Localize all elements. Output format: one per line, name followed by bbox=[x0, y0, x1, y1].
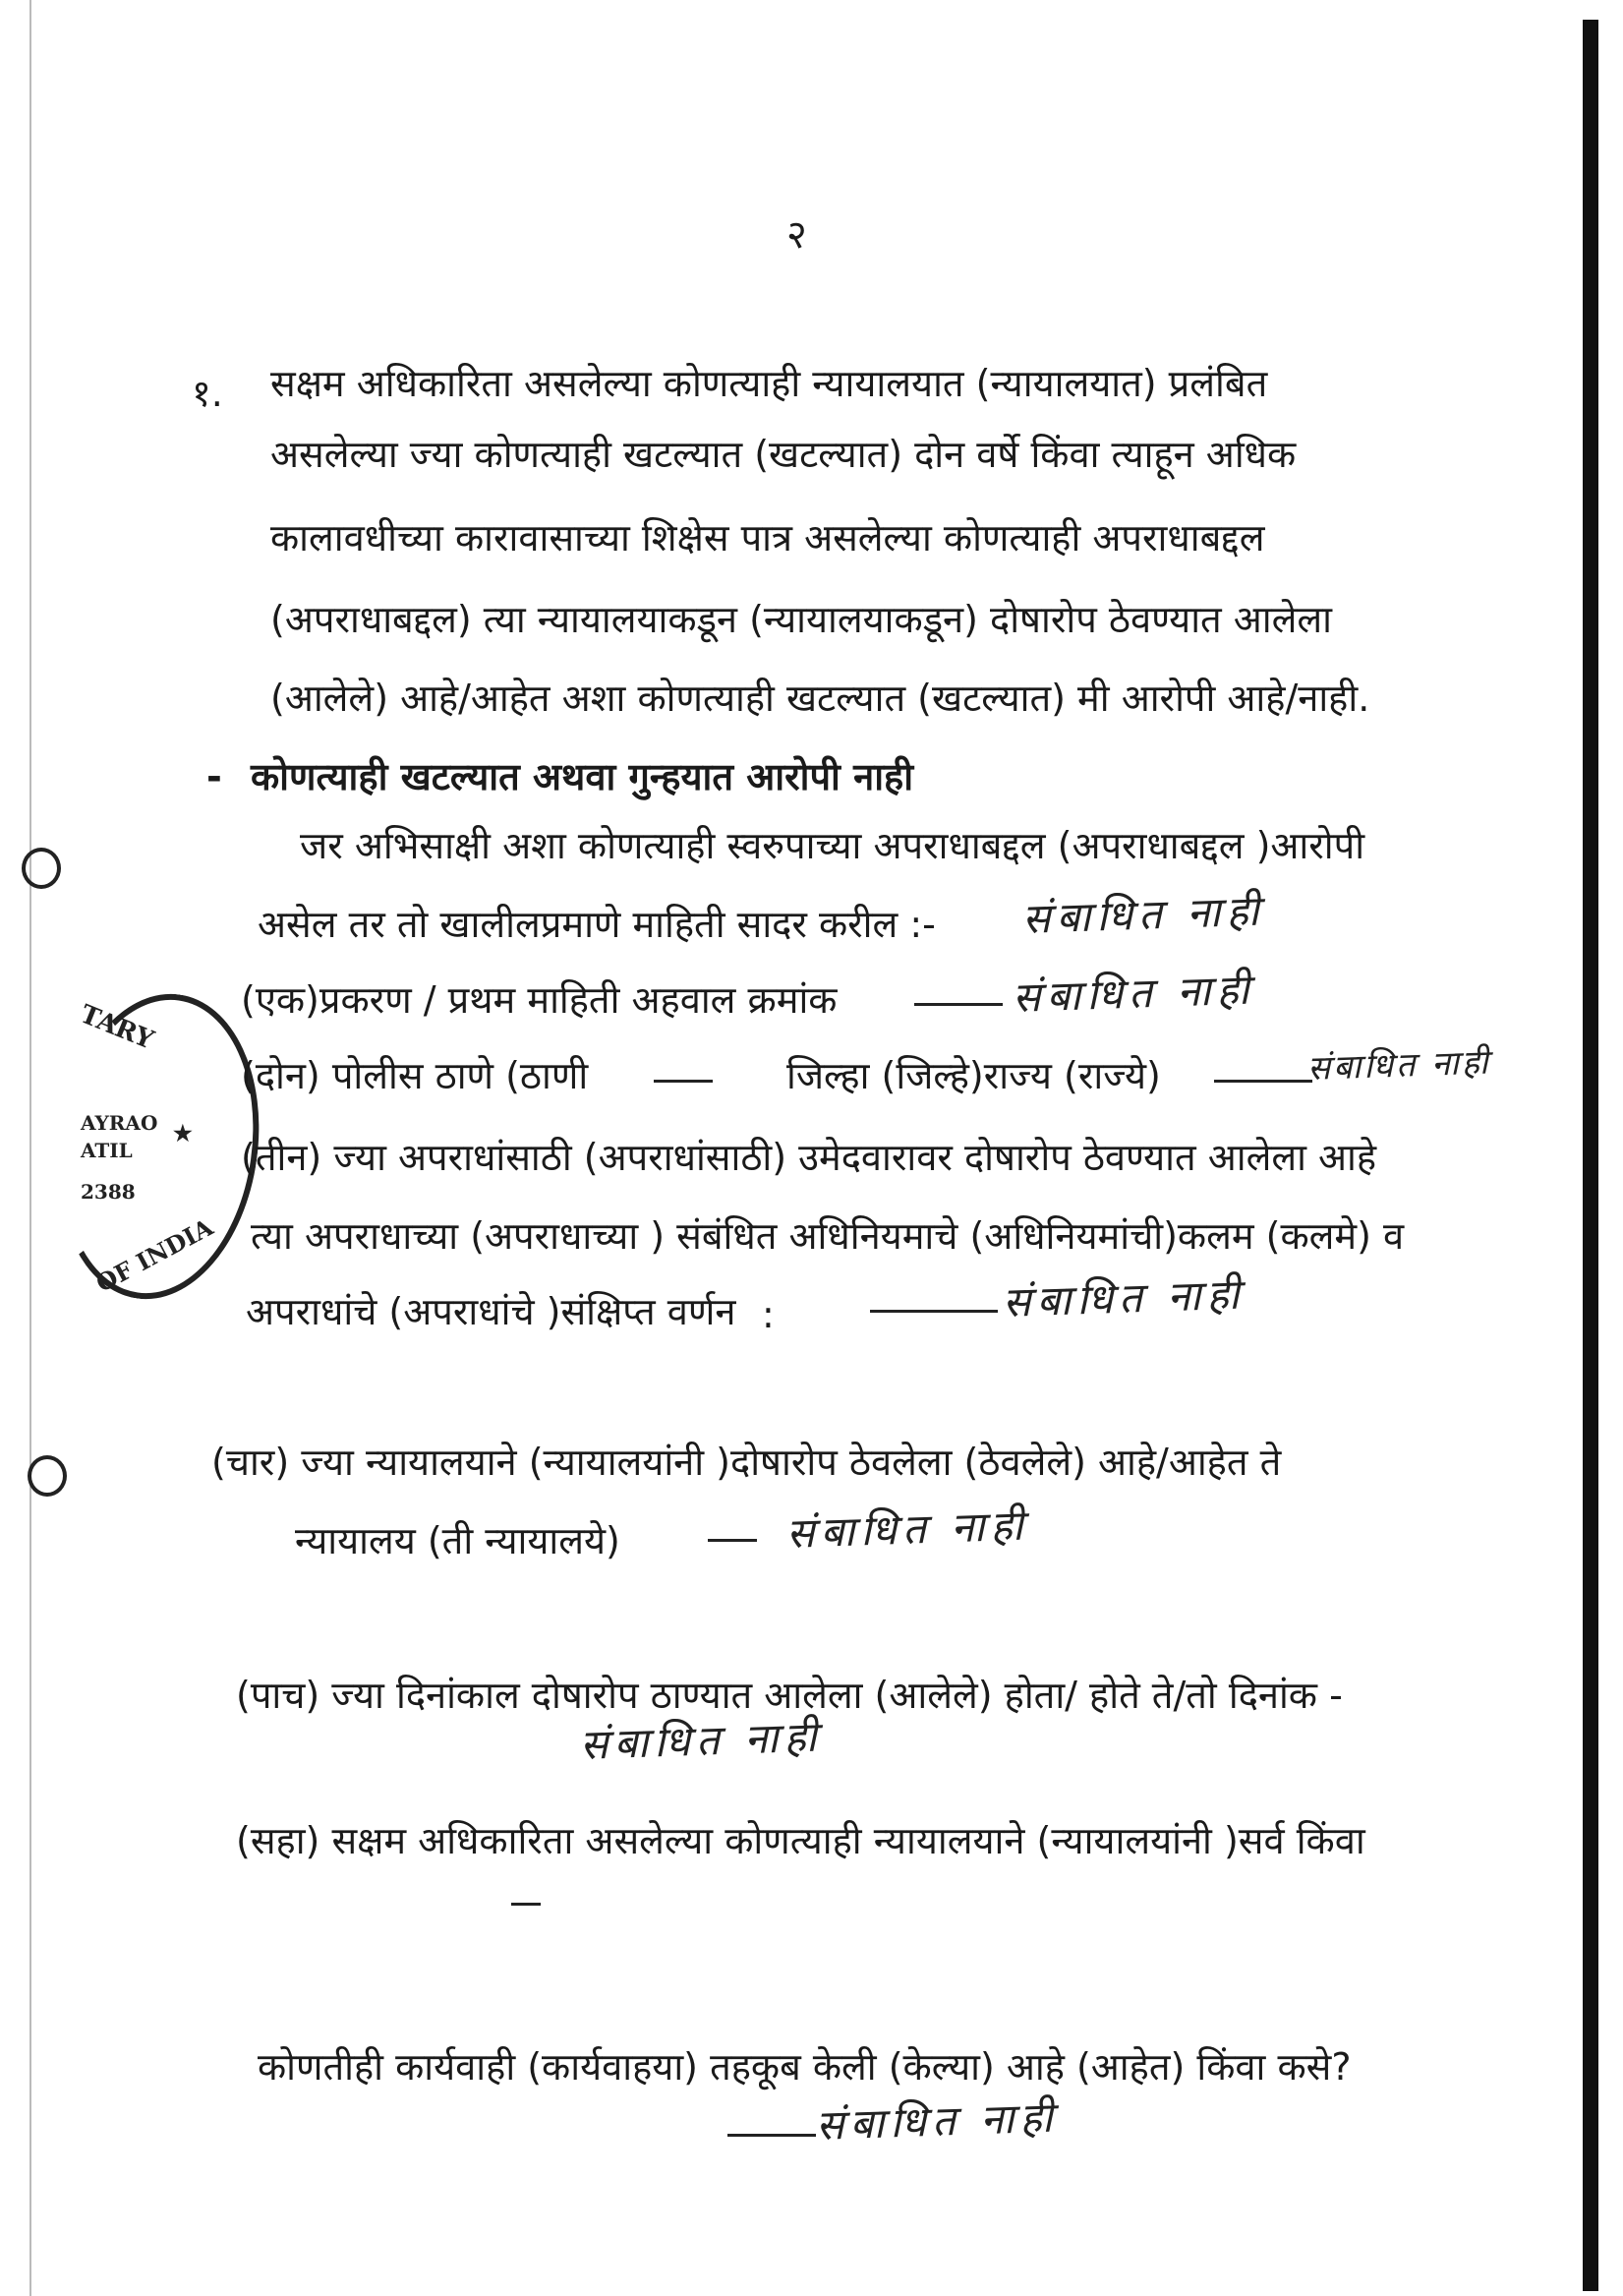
handwritten-answer-teen: संबाधित नाही bbox=[1002, 1269, 1246, 1326]
para1-line: (अपराधाबद्दल) त्या न्यायालयाकडून (न्यायालयाकडून) दोषारोप ठेवण्यात आलेला bbox=[270, 598, 1332, 641]
notary-stamp-line1: AYRAO bbox=[81, 1111, 158, 1135]
item-teen-line3: अपराधांचे (अपराधांचे )संक्षिप्त वर्णन bbox=[246, 1290, 736, 1333]
handwritten-answer-ek: संबाधित नाही bbox=[1012, 965, 1256, 1022]
item-don-police: (दोन) पोलीस ठाणे (ठाणी bbox=[241, 1054, 589, 1097]
handwritten-answer-intro: संबाधित नाही bbox=[1021, 886, 1266, 943]
answer-dash bbox=[708, 1539, 757, 1542]
intro-line2: असेल तर तो खालीलप्रमाणे माहिती सादर करील :- bbox=[258, 903, 936, 946]
page-left-edge bbox=[29, 0, 31, 2296]
handwritten-answer-char: संबाधित नाही bbox=[785, 1501, 1030, 1558]
para1-line: कालावधीच्या कारावासाच्या शिक्षेस पात्र असलेल्या कोणत्याही अपराधाबद्दल bbox=[270, 516, 1265, 559]
item-ek: (एक)प्रकरण / प्रथम माहिती अहवाल क्रमांक bbox=[241, 978, 838, 1022]
answer-dash bbox=[654, 1080, 713, 1083]
item-char-line2: न्यायालय (ती न्यायालये) bbox=[295, 1519, 620, 1562]
notary-stamp-bottom: OF INDIA bbox=[90, 1212, 218, 1298]
para1-line: सक्षम अधिकारिता असलेल्या कोणत्याही न्यायालयात (न्यायालयात) प्रलंबित bbox=[270, 362, 1268, 405]
intro-line1: जर अभिसाक्षी अशा कोणत्याही स्वरुपाच्या अपराधाबद्दल (अपराधाबद्दल )आरोपी bbox=[300, 824, 1365, 867]
handwritten-answer-final: संबाधित नाही bbox=[815, 2092, 1060, 2149]
notary-stamp-star: ★ bbox=[173, 1121, 193, 1147]
item-saha: (सहा) सक्षम अधिकारिता असलेल्या कोणत्याही न्यायालयाने (न्यायालयांनी )सर्व किंवा bbox=[236, 1819, 1365, 1862]
answer-dash bbox=[914, 1003, 1003, 1006]
para1-line: असलेल्या ज्या कोणत्याही खटल्यात (खटल्यात) दोन वर्षे किंवा त्याहून अधिक bbox=[270, 433, 1297, 476]
handwritten-answer-don: संबाधित नाही bbox=[1306, 1042, 1492, 1089]
item-teen-line1: (तीन) ज्या अपराधांसाठी (अपराधांसाठी) उमेदवारावर दोषारोप ठेवण्यात आलेला आहे bbox=[241, 1136, 1377, 1179]
item-final-question: कोणतीही कार्यवाही (कार्यवाहया) तहकूब केली (केल्या) आहे (आहेत) किंवा कसे? bbox=[258, 2045, 1352, 2089]
item-don-district: जिल्हा (जिल्हे)राज्य (राज्ये) bbox=[786, 1054, 1161, 1097]
item-teen-colon: : bbox=[762, 1293, 775, 1336]
page-number: २ bbox=[786, 212, 807, 258]
punch-hole-top bbox=[22, 848, 61, 889]
para1-line: (आलेले) आहे/आहेत अशा कोणत्याही खटल्यात (खटल्यात) मी आरोपी आहे/नाही. bbox=[270, 677, 1370, 720]
answer-dash bbox=[511, 1903, 541, 1906]
handwritten-answer-pach: संबाधित नाही bbox=[579, 1712, 824, 1769]
item-teen-line2: त्या अपराधाच्या (अपराधाच्या ) संबंधित अधिनियमाचे (अधिनियमांची)कलम (कलमे) व bbox=[251, 1214, 1405, 1258]
punch-hole-bottom bbox=[28, 1455, 67, 1497]
answer-dash bbox=[727, 2134, 816, 2137]
para1-number: १. bbox=[192, 372, 223, 415]
notary-stamp-top: TARY bbox=[76, 999, 158, 1056]
notary-stamp-line2: ATIL bbox=[81, 1139, 133, 1162]
heading-bullet: - bbox=[206, 755, 222, 798]
answer-dash bbox=[1214, 1080, 1312, 1083]
item-char-line1: (चार) ज्या न्यायालयाने (न्यायालयांनी )दोषारोप ठेवलेला (ठेवलेले) आहे/आहेत ते bbox=[211, 1441, 1282, 1484]
answer-dash bbox=[870, 1310, 998, 1313]
scan-right-border bbox=[1583, 20, 1598, 2291]
item-pach: (पाच) ज्या दिनांकाल दोषारोप ठाण्यात आलेला (आलेले) होता/ होते ते/तो दिनांक - bbox=[236, 1674, 1343, 1717]
notary-stamp-line3: 2388 bbox=[81, 1180, 136, 1204]
section-heading: कोणत्याही खटल्यात अथवा गुन्हयात आरोपी नाही bbox=[251, 755, 914, 798]
